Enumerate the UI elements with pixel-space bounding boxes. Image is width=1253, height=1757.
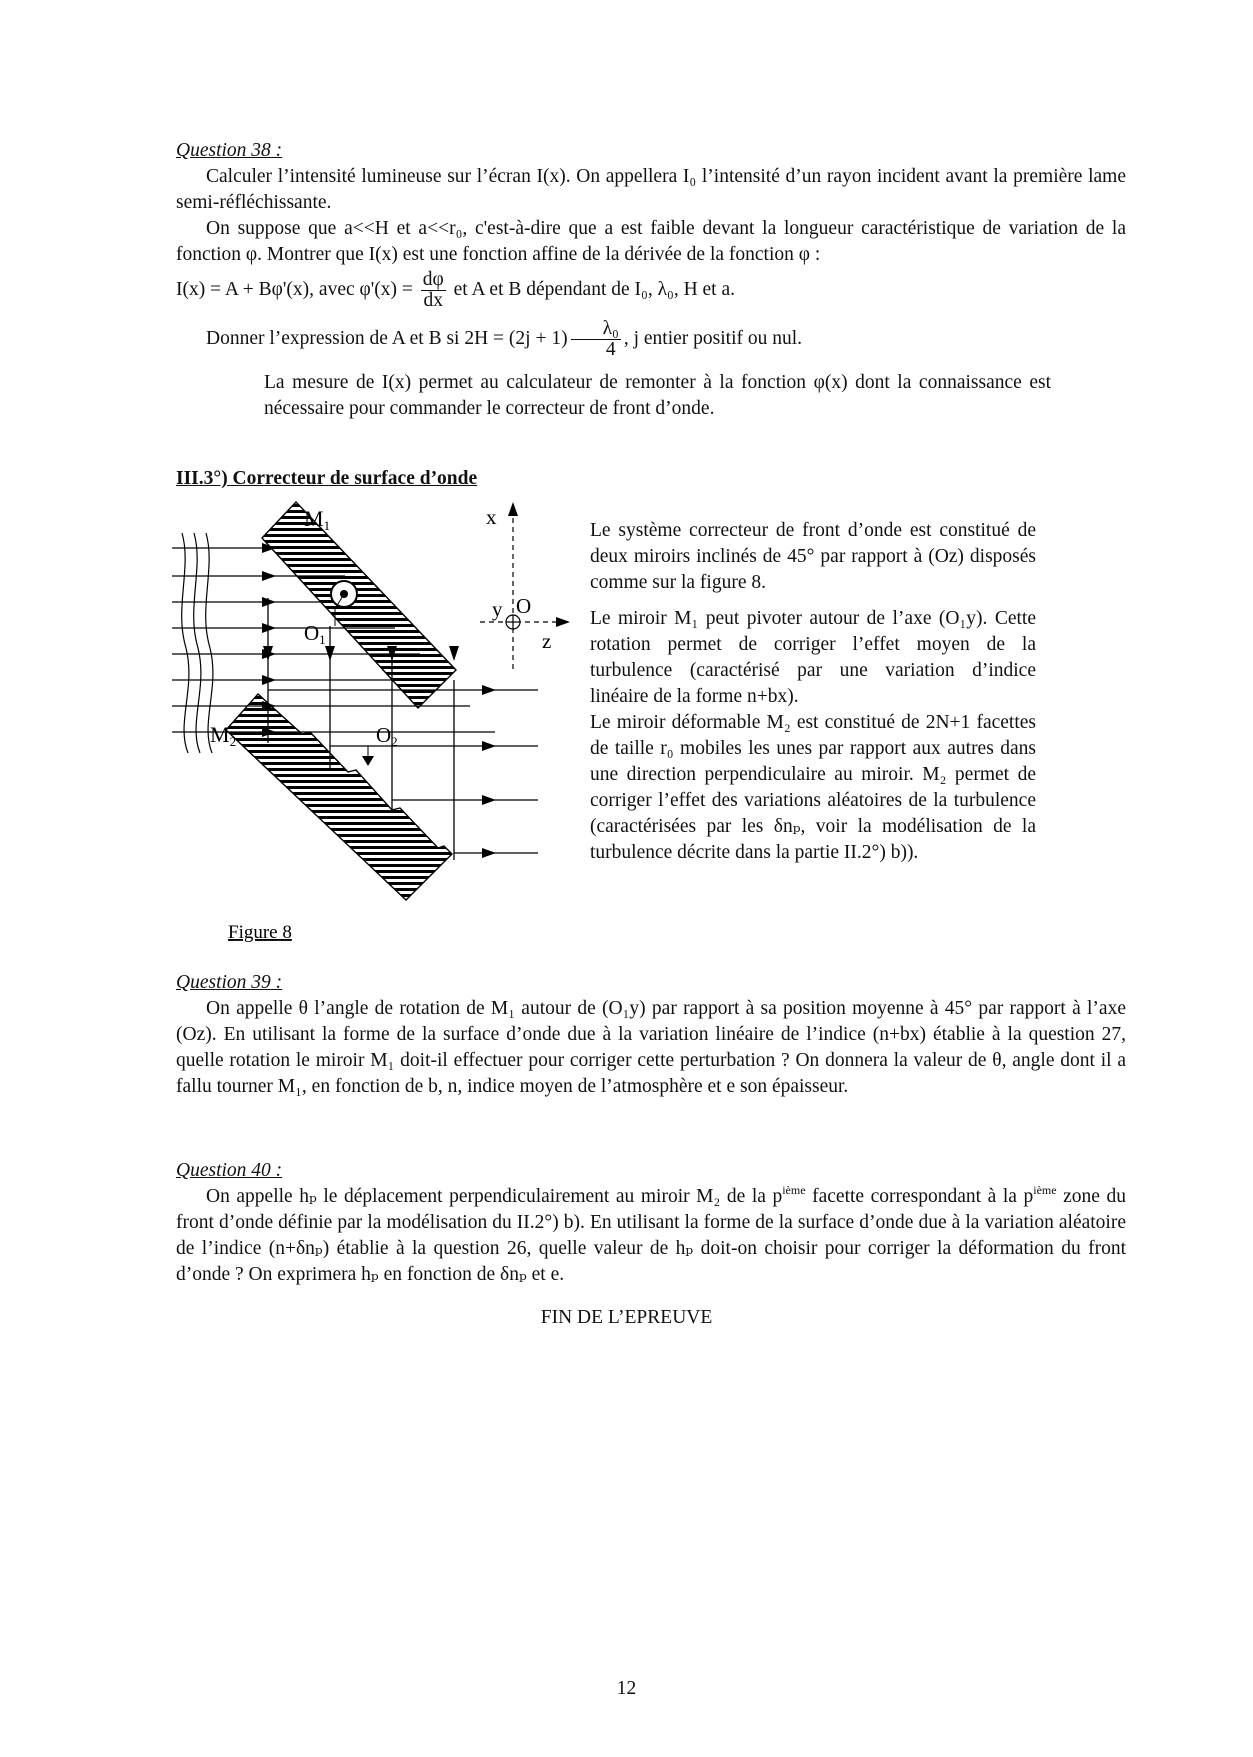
question-38-paragraph-1: Calculer l’intensité lumineuse sur l’écran I(x). On appellera I₀ l’intensité d’un rayon incident avant la première lame semi-réfléchissante.: [176, 166, 1126, 213]
label-m1: M1: [304, 506, 331, 533]
question-38-paragraph-2: On suppose que a<<H et a<<r₀, c'est-à-dire que a est faible devant la longueur caractéristique de variation de la fonction φ. Montrer que I(x) est une fonction affine de la dérivée de la fonction φ :: [176, 218, 1126, 265]
side-paragraph-1: Le système correcteur de front d’onde est constitué de deux miroirs inclinés de 45° par rapport à (Oz) disposés comme sur la figure 8.: [590, 520, 1036, 593]
label-o1: O1: [304, 621, 326, 647]
question-38-formula: I(x) = A + Bφ'(x), avec φ'(x) = $\frac{d\varphi}{dx}$ et A et B dépendant de I₀, λ₀, H et a.: [176, 269, 736, 311]
wavefront-lines: [182, 533, 213, 753]
figure-description: [590, 518, 1036, 866]
label-x: x: [486, 505, 497, 529]
section-title: III.3°) Correcteur de surface d’onde: [176, 468, 478, 489]
label-o2: O2: [376, 723, 398, 749]
mirror-m2: [226, 694, 452, 900]
end-of-exam: FIN DE L’EPREUVE: [540, 1307, 713, 1328]
side-paragraph-2: Le miroir M₁ peut pivoter autour de l’axe (O₁y). Cette rotation permet de corriger l’effet moyen de la turbulence (caractérisé par une variation d’indice linéaire de la forme n+bx).: [590, 608, 1036, 707]
page-number: 12: [616, 1678, 637, 1699]
question-40-title: Question 40 :: [176, 1160, 283, 1181]
question-40-paragraph: On appelle hₚ le déplacement perpendiculairement au miroir M₂ de la $p^{ième}$ facette correspondant à la $p^{ième}$ zone du front d’onde définie par la modélisation du II.2°) b). En utilisant la forme de la surface d’onde due à la variation aléatoire de l’indice (n+δnₚ) établie à la question 26, quelle valeur de hₚ doit-on choisir pour corriger la déformation du front d’onde ? On exprimera hₚ en fonction de δnₚ et e.: [176, 1183, 1126, 1285]
question-40: [176, 1158, 1126, 1288]
label-y: y: [492, 597, 503, 621]
label-z: z: [542, 629, 552, 653]
mirror-m1: [262, 502, 456, 708]
question-38: [176, 138, 1126, 422]
figure-8: [170, 498, 570, 978]
lambda-fraction: $\frac{\text{λ₀}}{4}$: [571, 319, 621, 360]
question-38-paragraph-3: Donner l’expression de A et B si 2H = (2j + 1) $\frac{\text{λ₀}}{4}$ , j entier positif ou nul.: [206, 318, 803, 360]
question-39-paragraph: On appelle θ l’angle de rotation de M₁ autour de (O₁y) par rapport à sa position moyenne à 45° par rapport à l’axe (Oz). En utilisant la forme de la surface d’onde due à la variation linéaire de l’indice (n+bx) établie à la question 27, quelle rotation le miroir M₁ doit-il effectuer pour corriger cette perturbation ? On donnera la valeur de θ, angle dont il a fallu tourner M₁, en fonction de b, n, indice moyen de l’atmosphère et e son épaisseur.: [176, 998, 1126, 1097]
question-38-title: Question 38 :: [176, 140, 283, 161]
question-39: [176, 970, 1126, 1100]
figure-caption: Figure 8: [228, 922, 292, 943]
question-38-paragraph-4: La mesure de I(x) permet au calculateur de remonter à la fonction φ(x) dont la connaissance est nécessaire pour commander le correcteur de front d’onde.: [264, 372, 1051, 419]
side-paragraph-3: Le miroir déformable M₂ est constitué de 2N+1 facettes de taille r₀ mobiles les unes par rapport aux autres dans une direction perpendiculaire au miroir. M₂ permet de corriger l’effet des variations aléatoires de la turbulence (caractérisées par les δnₚ, voir la modélisation de la turbulence décrite dans la partie II.2°) b)).: [590, 712, 1036, 863]
question-39-title: Question 39 :: [176, 972, 283, 993]
derivative-fraction: $\frac{d\varphi}{dx}$: [422, 269, 444, 311]
label-o: O: [516, 594, 532, 618]
label-m2: M2: [210, 722, 237, 749]
